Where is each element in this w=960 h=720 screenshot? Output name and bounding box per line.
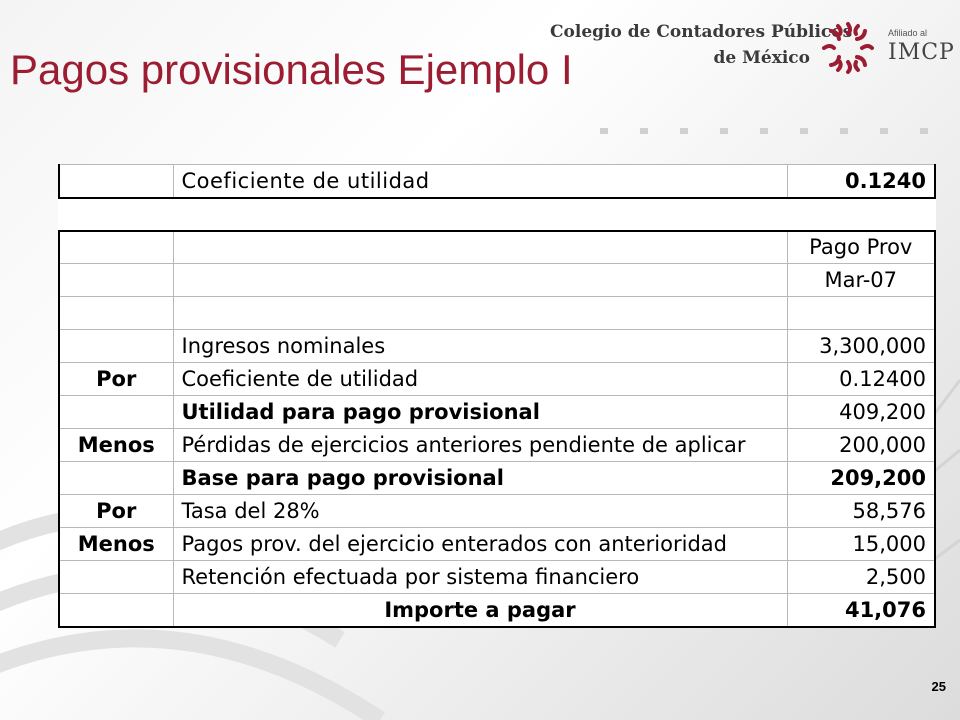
row-value: 0.1240 <box>787 165 935 198</box>
table-row <box>59 396 935 429</box>
row-description: Coeficiente de utilidad <box>173 363 787 396</box>
slide-title: Pagos provisionales Ejemplo I <box>10 46 573 93</box>
row-label: Por <box>59 363 173 396</box>
row-label <box>59 462 173 495</box>
row-value: 3,300,000 <box>787 330 935 363</box>
table-header-row <box>59 297 935 330</box>
row-description <box>173 231 787 264</box>
row-description: Importe a pagar <box>173 594 787 627</box>
table-row <box>59 429 935 462</box>
row-value: 0.12400 <box>787 363 935 396</box>
row-label <box>59 330 173 363</box>
row-description: Ingresos nominales <box>173 330 787 363</box>
row-label <box>59 297 173 330</box>
row-value: 2,500 <box>787 561 935 594</box>
table-header-row <box>59 264 935 297</box>
page-number: 25 <box>931 679 946 694</box>
row-description: Base para pago provisional <box>173 462 787 495</box>
logo-affiliate-label: Afiliado al <box>888 28 928 38</box>
row-label <box>59 594 173 627</box>
logo-name-line1: Colegio de Contadores Públicos <box>550 22 853 42</box>
total-row <box>59 594 935 627</box>
row-description: Retención efectuada por sistema financiero <box>173 561 787 594</box>
row-description <box>173 264 787 297</box>
row-value: 200,000 <box>787 429 935 462</box>
table-row <box>59 495 935 528</box>
row-label <box>59 165 173 198</box>
logo-affiliate-org: IMCP <box>888 40 955 65</box>
row-label <box>59 231 173 264</box>
row-description <box>173 297 787 330</box>
row-label: Menos <box>59 528 173 561</box>
column-period: Mar-07 <box>787 264 935 297</box>
row-description: Pagos prov. del ejercicio enterados con anterioridad <box>173 528 787 561</box>
row-description: Coeficiente de utilidad <box>173 165 787 198</box>
row-description: Utilidad para pago provisional <box>173 396 787 429</box>
table-header-row <box>59 231 935 264</box>
table-row <box>59 561 935 594</box>
row-value <box>787 297 935 330</box>
row-label <box>59 561 173 594</box>
table-row <box>59 528 935 561</box>
calculation-table <box>58 164 936 628</box>
row-description: Pérdidas de ejercicios anteriores pendiente de aplicar <box>173 429 787 462</box>
row-value: 15,000 <box>787 528 935 561</box>
colegio-logo <box>550 12 955 82</box>
row-value: 41,076 <box>787 594 935 627</box>
calculation-table-wrapper <box>58 164 936 628</box>
row-description: Tasa del 28% <box>173 495 787 528</box>
table-row <box>59 330 935 363</box>
table-spacer <box>59 198 935 231</box>
row-value: 209,200 <box>787 462 935 495</box>
row-value: 58,576 <box>787 495 935 528</box>
column-header: Pago Prov <box>787 231 935 264</box>
coefficient-row <box>59 165 935 198</box>
logo-name-line2: de México <box>713 48 810 68</box>
table-row <box>59 462 935 495</box>
row-label <box>59 264 173 297</box>
table-row <box>59 363 935 396</box>
imcp-star-logo-icon <box>816 16 880 80</box>
row-label <box>59 396 173 429</box>
row-label: Menos <box>59 429 173 462</box>
row-value: 409,200 <box>787 396 935 429</box>
row-label: Por <box>59 495 173 528</box>
